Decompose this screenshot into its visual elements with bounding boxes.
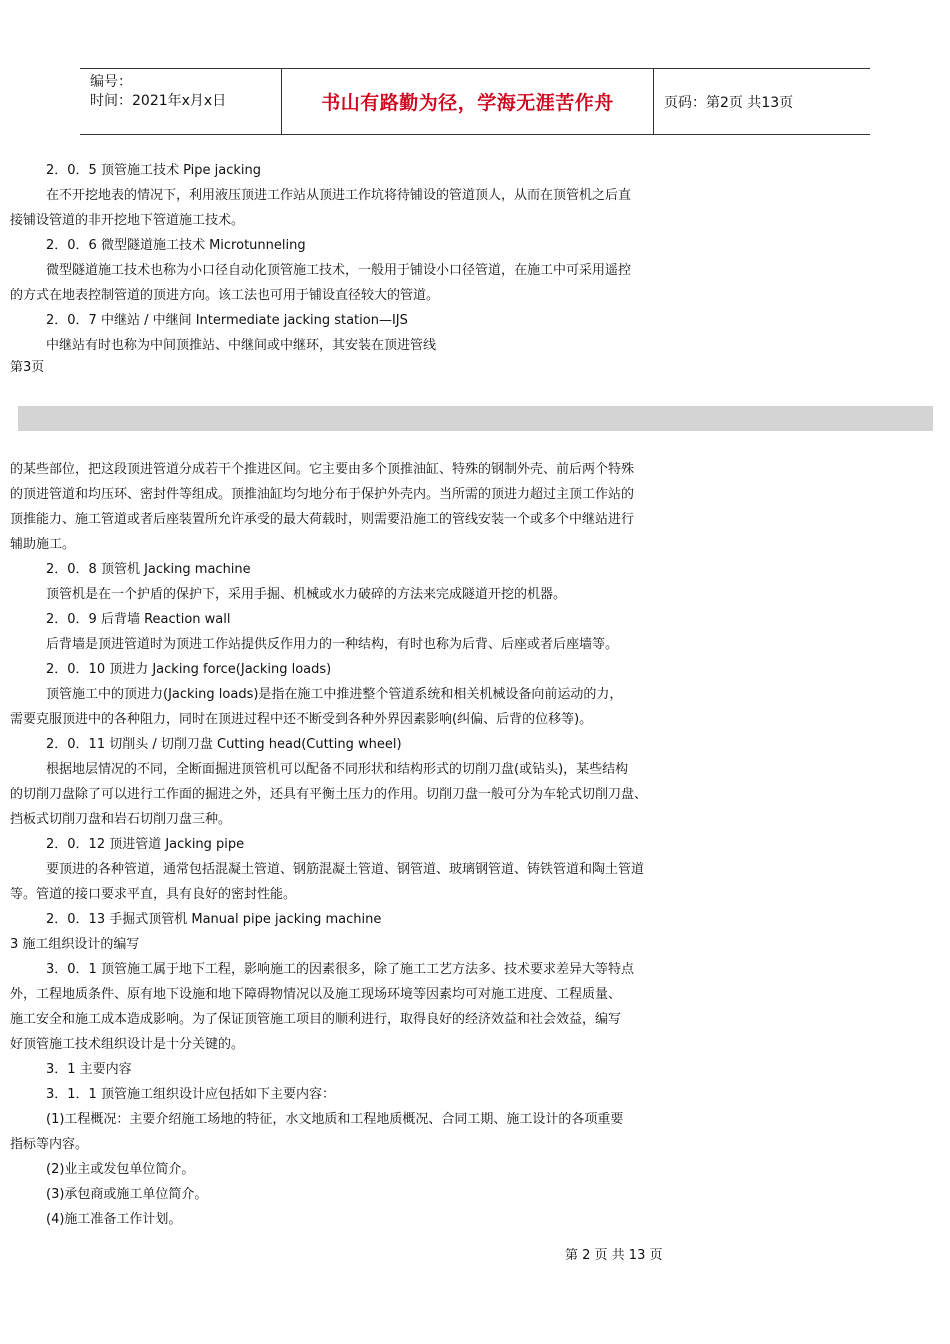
header-left-cell bbox=[80, 69, 281, 134]
page-footer: 第 2 页 共 13 页 bbox=[565, 1248, 663, 1263]
paragraph-line: 挡板式切削刀盘和岩石切削刀盘三种。 bbox=[10, 812, 232, 827]
paragraph-line: 指标等内容。 bbox=[10, 1137, 89, 1152]
page-separator bbox=[18, 406, 933, 431]
header-page-info: 页码：第2页 共13页 bbox=[664, 94, 794, 111]
paragraph-line: 顶管施工中的顶进力(Jacking loads)是指在施工中推进整个管道系统和相关机械设备向前运动的力， bbox=[46, 687, 623, 702]
paragraph-line: 的顶进管道和均压环、密封件等组成。顶推油缸均匀地分布于保护外壳内。当所需的顶进力超过主顶工作站的 bbox=[10, 487, 635, 502]
paragraph-line: 的某些部位，把这段顶进管道分成若干个推进区间。它主要由多个顶推油缸、特殊的钢制外壳、前后两个特殊 bbox=[10, 462, 635, 477]
section-heading: 2．0．10 顶进力 Jacking force(Jacking loads) bbox=[46, 662, 332, 677]
paragraph-line: 中继站有时也称为中间顶推站、中继间或中继环，其安装在顶进管线 bbox=[46, 338, 437, 353]
section-heading: 3．1 主要内容 bbox=[46, 1062, 132, 1077]
section-heading: 2．0．12 顶进管道 Jacking pipe bbox=[46, 837, 245, 852]
section-heading: 2．0．5 顶管施工技术 Pipe jacking bbox=[46, 163, 261, 178]
header-motto: 书山有路勤为径，学海无涯苦作舟 bbox=[281, 69, 654, 134]
section-heading: 2．0．6 微型隧道施工技术 Microtunneling bbox=[46, 238, 306, 253]
section-heading: 2．0．11 切削头 / 切削刀盘 Cutting head(Cutting wheel) bbox=[46, 737, 402, 752]
section-heading: 3．0．1 顶管施工属于地下工程，影响施工的因素很多，除了施工工艺方法多、技术要求差异大等特点 bbox=[46, 962, 634, 977]
paragraph-line: 辅助施工。 bbox=[10, 537, 76, 552]
paragraph-line: 外，工程地质条件、原有地下设施和地下障碍物情况以及施工现场环境等因素均可对施工进度、工程质量、 bbox=[10, 987, 622, 1002]
paragraph-line: 根据地层情况的不同，全断面掘进顶管机可以配备不同形状和结构形式的切削刀盘(或钻头)，某些结构 bbox=[46, 762, 629, 777]
paragraph-line: (2)业主或发包单位简介。 bbox=[46, 1162, 195, 1177]
paragraph-line: 等。管道的接口要求平直，具有良好的密封性能。 bbox=[10, 887, 297, 902]
body-text-part-2 bbox=[10, 457, 730, 1232]
paragraph-line: (4)施工准备工作计划。 bbox=[46, 1212, 182, 1227]
paragraph-line: 需要克服顶进中的各种阻力，同时在顶进过程中还不断受到各种外界因素影响(纠偏、后背的位移等)。 bbox=[10, 712, 593, 727]
section-heading: 2．0．13 手掘式顶管机 Manual pipe jacking machine bbox=[46, 912, 382, 927]
section-heading: 2．0．7 中继站 / 中继间 Intermediate jacking station—IJS bbox=[46, 313, 408, 328]
page-header bbox=[80, 68, 870, 135]
paragraph-line: 3 施工组织设计的编写 bbox=[10, 937, 140, 952]
body-text-part-1 bbox=[10, 158, 730, 358]
paragraph-line: 后背墙是顶进管道时为顶进工作站提供反作用力的一种结构，有时也称为后背、后座或者后座墙等。 bbox=[46, 637, 619, 652]
paragraph-line: (3)承包商或施工单位简介。 bbox=[46, 1187, 208, 1202]
paragraph-line: 顶推能力、施工管道或者后座装置所允许承受的最大荷载时，则需要沿施工的管线安装一个或多个中继站进行 bbox=[10, 512, 635, 527]
paragraph-line: 的切削刀盘除了可以进行工作面的掘进之外，还具有平衡土压力的作用。切削刀盘一般可分为车轮式切削刀盘、 bbox=[10, 787, 648, 802]
paragraph-line: 的方式在地表控制管道的顶进方向。该工法也可用于铺设直径较大的管道。 bbox=[10, 288, 440, 303]
paragraph-line: (1)工程概况：主要介绍施工场地的特征，水文地质和工程地质概况、合同工期、施工设计的各项重要 bbox=[46, 1112, 624, 1127]
paragraph-line: 要顶进的各种管道，通常包括混凝土管道、钢筋混凝土管道、钢管道、玻璃钢管道、铸铁管道和陶土管道 bbox=[46, 862, 645, 877]
document-date: 时间：2021年x月x日 bbox=[90, 93, 227, 109]
section-heading: 3．1．1 顶管施工组织设计应包括如下主要内容： bbox=[46, 1087, 335, 1102]
paragraph-line: 微型隧道施工技术也称为小口径自动化顶管施工技术，一般用于铺设小口径管道，在施工中可采用遥控 bbox=[46, 263, 632, 278]
paragraph-line: 施工安全和施工成本造成影响。为了保证顶管施工项目的顺利进行，取得良好的经济效益和社会效益，编写 bbox=[10, 1012, 622, 1027]
section-heading: 2．0．9 后背墙 Reaction wall bbox=[46, 612, 231, 627]
paragraph-line: 在不开挖地表的情况下，利用液压顶进工作站从顶进工作坑将待铺设的管道顶人，从而在顶管机之后直 bbox=[46, 188, 632, 203]
paragraph-line: 顶管机是在一个护盾的保护下，采用手掘、机械或水力破碎的方法来完成隧道开挖的机器。 bbox=[46, 587, 567, 602]
paragraph-line: 好顶管施工技术组织设计是十分关键的。 bbox=[10, 1037, 245, 1052]
document-number-label: 编号： bbox=[90, 74, 132, 90]
paragraph-line: 接铺设管道的非开挖地下管道施工技术。 bbox=[10, 213, 245, 228]
page-marker: 第3页 bbox=[10, 360, 45, 375]
section-heading: 2．0．8 顶管机 Jacking machine bbox=[46, 562, 251, 577]
